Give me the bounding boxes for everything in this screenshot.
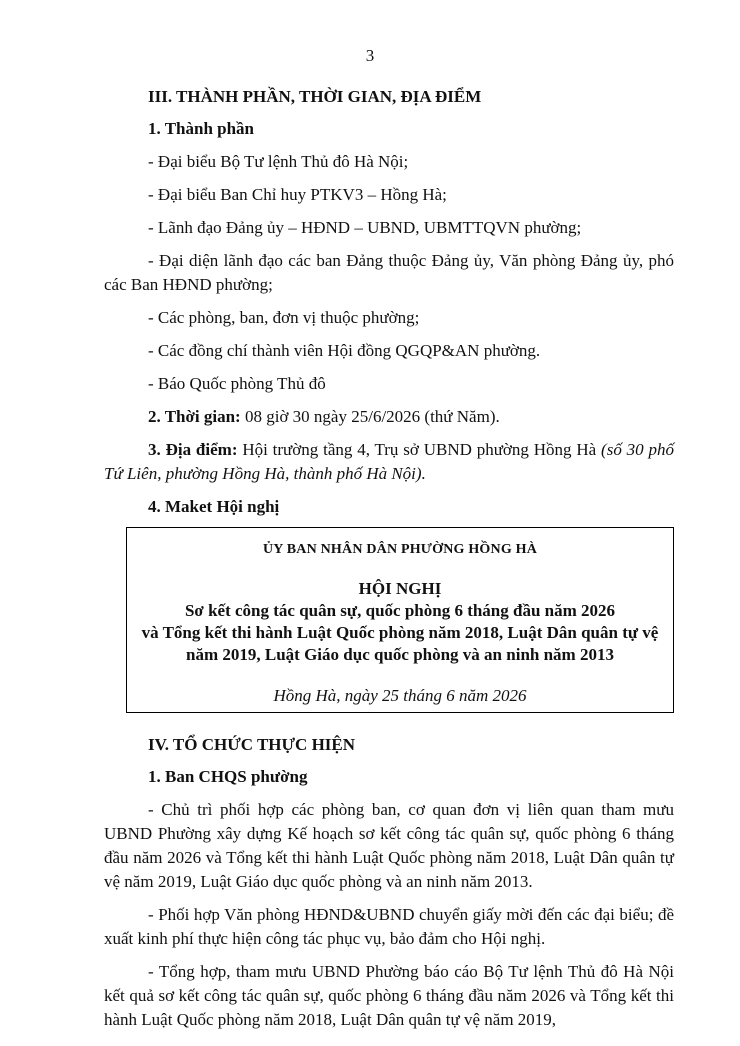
time-label: 2. Thời gian:	[148, 407, 241, 426]
task-paragraph: - Tổng hợp, tham mưu UBND Phường báo cáo Bộ Tư lệnh Thủ đô Hà Nội kết quả sơ kết công tác quân sự, quốc phòng 6 tháng đầu năm 2026 và Tổng kết thi hành Luật Quốc phòng năm 2018, Luật Dân quân tự vệ năm 2019,	[104, 962, 674, 1029]
maket-line-2: và Tổng kết thi hành Luật Quốc phòng năm 2018, Luật Dân quân tự vệ	[141, 623, 659, 642]
place-paragraph	[104, 438, 674, 486]
task-paragraph: - Phối hợp Văn phòng HĐND&UBND chuyển giấy mời đến các đại biểu; đề xuất kinh phí thực hiện công tác phục vụ, bảo đảm cho Hội nghị.	[104, 905, 674, 948]
section-4	[104, 733, 674, 1032]
maket-org: ỦY BAN NHÂN DÂN PHƯỜNG HỒNG HÀ	[262, 542, 538, 557]
attendee-item: - Các đồng chí thành viên Hội đồng QGQP&AN phường.	[148, 341, 541, 360]
maket-date: Hồng Hà, ngày 25 tháng 6 năm 2026	[273, 686, 527, 705]
ban-chqs-heading: 1. Ban CHQS phường	[148, 767, 308, 786]
maket-title: HỘI NGHỊ	[358, 579, 442, 598]
attendee-item: - Đại biểu Bộ Tư lệnh Thủ đô Hà Nội;	[148, 152, 409, 171]
section-4-heading: IV. TỔ CHỨC THỰC HIỆN	[148, 735, 356, 754]
document-body	[104, 85, 674, 1041]
time-value: 08 giờ 30 ngày 25/6/2026 (thứ Năm).	[240, 407, 500, 426]
time-paragraph	[104, 405, 674, 429]
place-value: Hội trường tầng 4, Trụ sở UBND phường Hồng Hà	[237, 440, 602, 459]
task-paragraph: - Chủ trì phối hợp các phòng ban, cơ quan đơn vị liên quan tham mưu UBND Phường xây dựng Kế hoạch sơ kết công tác quân sự, quốc phòng 6 tháng đầu năm 2026 và Tổng kết thi hành Luật Quốc phòng năm 2018, Luật Dân quân tự vệ năm 2019, Luật Giáo dục quốc phòng và an ninh năm 2013.	[104, 800, 674, 891]
section-3-heading: III. THÀNH PHẦN, THỜI GIAN, ĐỊA ĐIỂM	[148, 87, 482, 106]
attendee-item: - Đại diện lãnh đạo các ban Đảng thuộc Đảng ủy, Văn phòng Đảng ủy, phó các Ban HĐND phường;	[104, 251, 674, 294]
place-address: (số 30 phố Tứ Liên, phường Hồng Hà, thành phố Hà Nội).	[104, 440, 675, 483]
attendee-item: - Đại biểu Ban Chỉ huy PTKV3 – Hồng Hà;	[148, 185, 447, 204]
attendee-item: - Lãnh đạo Đảng ủy – HĐND – UBND, UBMTTQVN phường;	[148, 218, 582, 237]
page-number: 3	[365, 46, 375, 65]
maket-heading: 4. Maket Hội nghị	[148, 497, 280, 516]
maket-line-3: năm 2019, Luật Giáo dục quốc phòng và an ninh năm 2013	[186, 645, 614, 664]
maket-line-1: Sơ kết công tác quân sự, quốc phòng 6 tháng đầu năm 2026	[184, 601, 616, 620]
attendee-item: - Các phòng, ban, đơn vị thuộc phường;	[148, 308, 420, 327]
place-label: 3. Địa điểm:	[148, 440, 238, 459]
attendee-item: - Báo Quốc phòng Thủ đô	[148, 374, 326, 393]
thanh-phan-heading: 1. Thành phần	[148, 119, 255, 138]
maket-box	[126, 527, 674, 713]
